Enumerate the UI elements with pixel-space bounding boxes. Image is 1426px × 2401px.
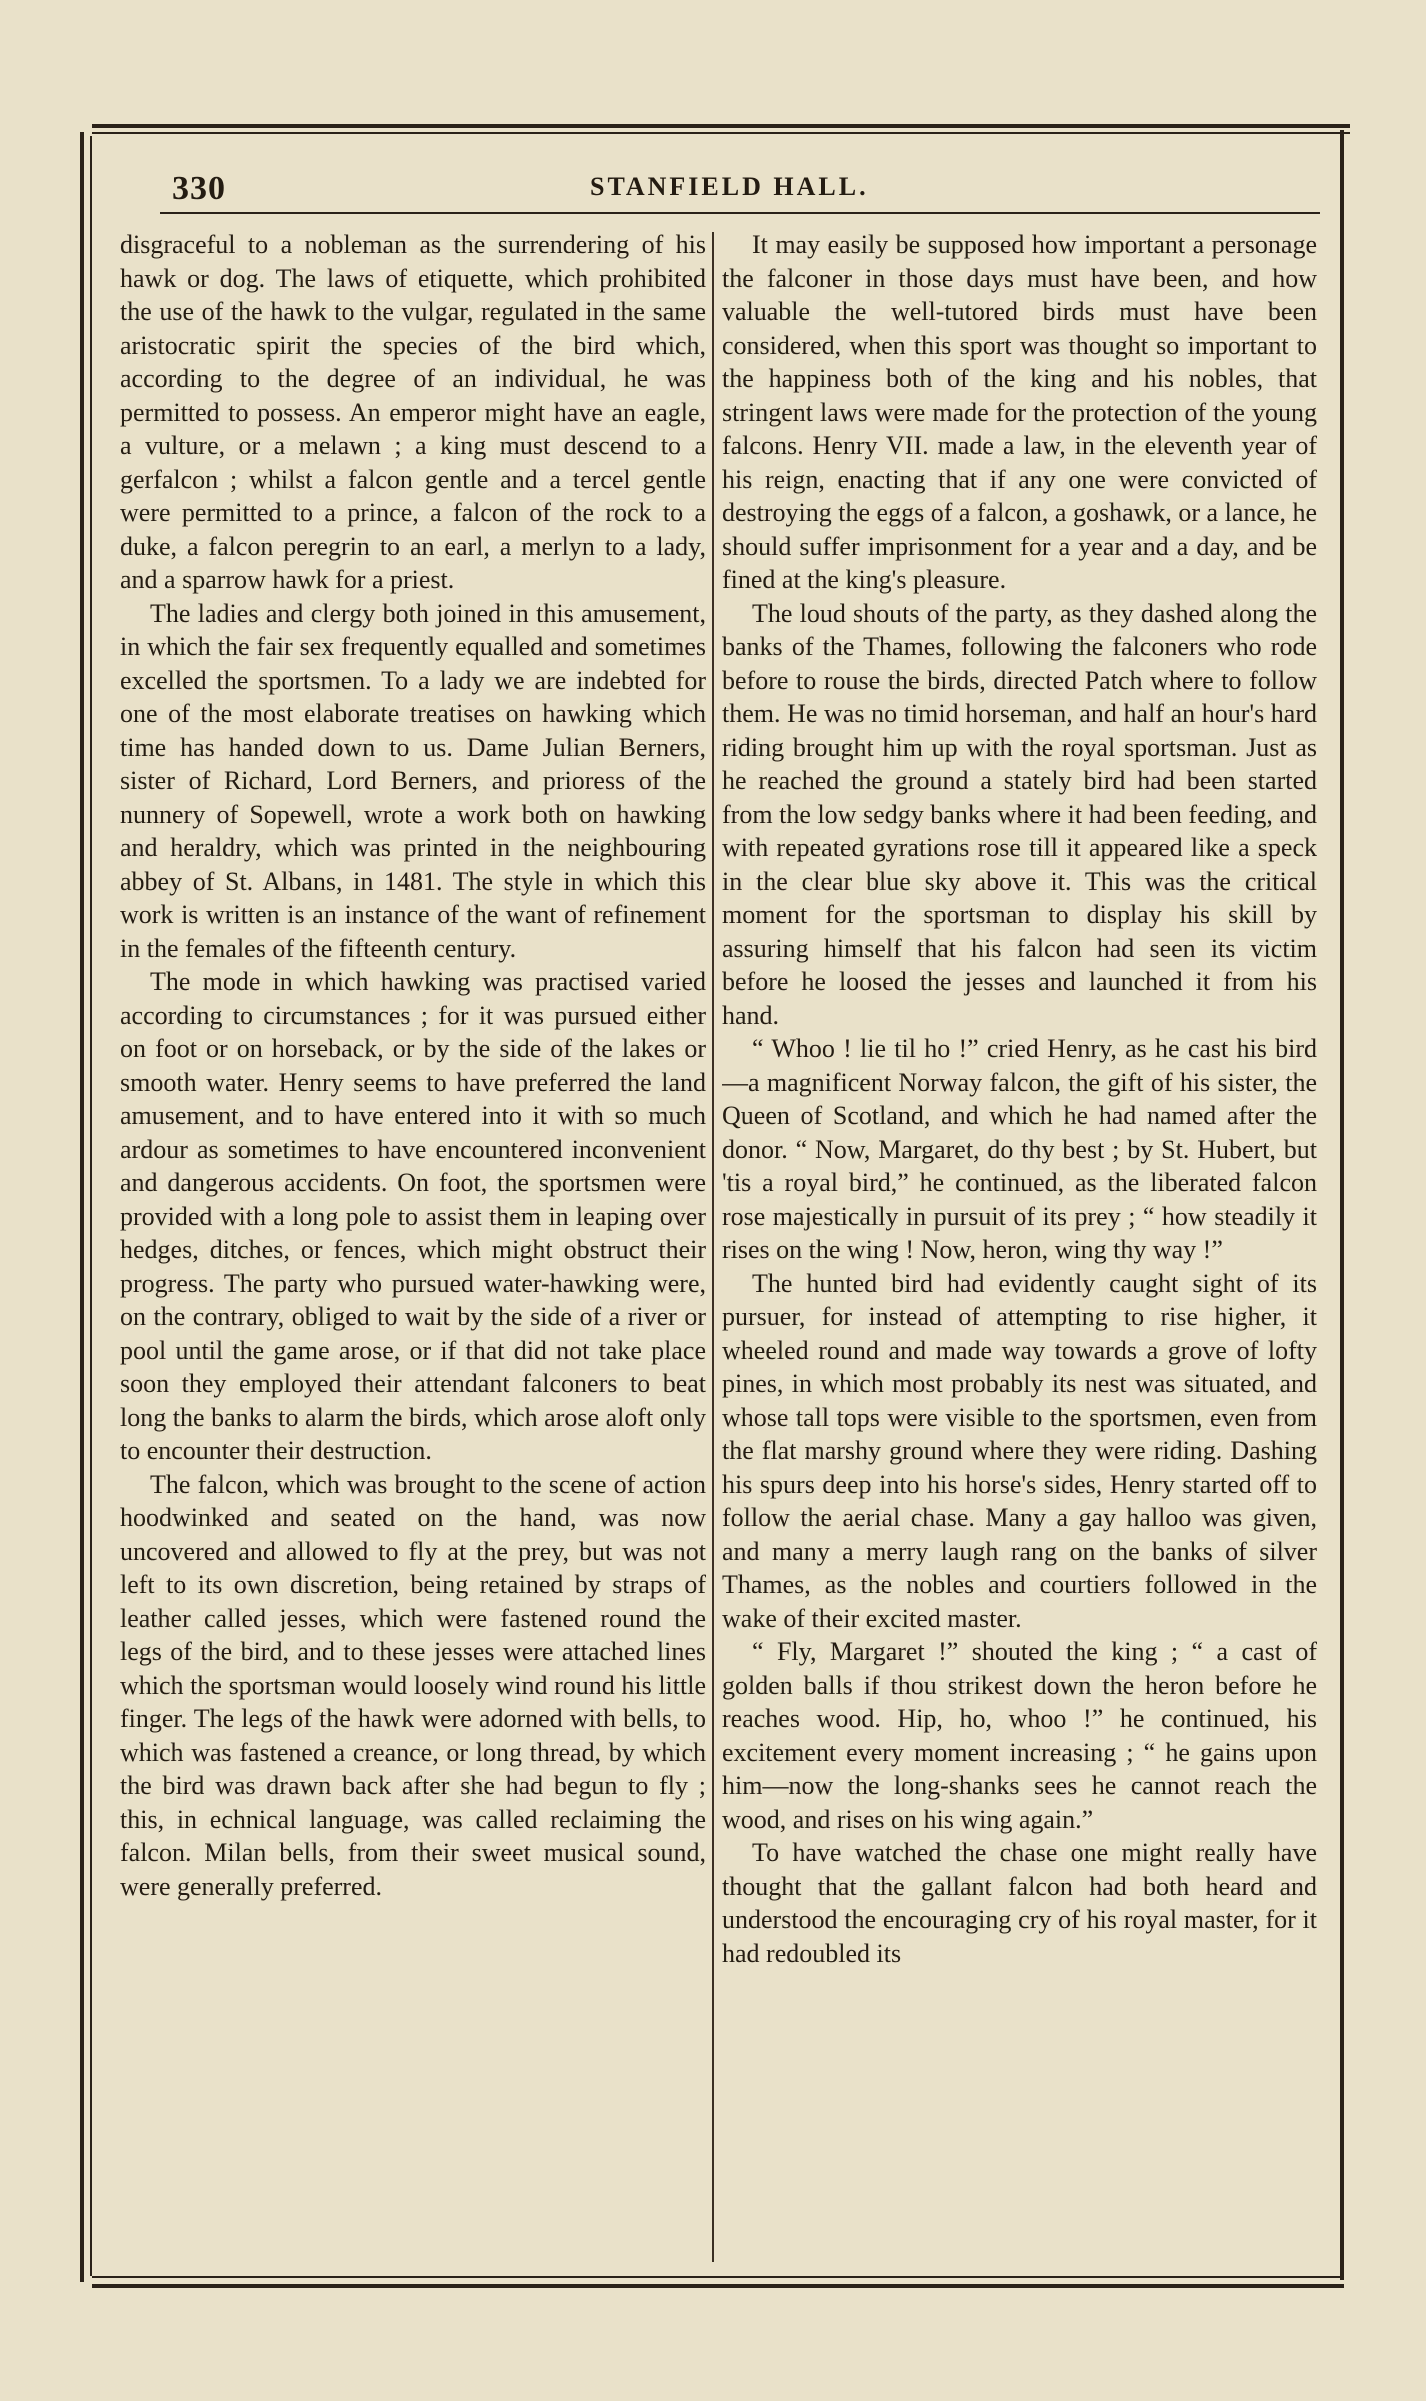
left-border-rule [80,132,84,2282]
left-text-column [120,228,706,2258]
paragraph: The mode in which hawking was practised varied according to circumstances ; for it was pursued either on foot or on horseback, or by the side of the lakes or smooth water. Henry seems to have preferred the land amusement, and to have entered into it with so much ardour as sometimes to have encountered inconvenient and dangerous accidents. On foot, the sportsmen were provided with a long pole to assist them in leaping over hedges, ditches, or fences, which might obstruct their progress. The party who pursued water-hawking were, on the contrary, obliged to wait by the side of a river or pool until the game arose, or if that did not take place soon they employed their attendant falconers to beat long the banks to alarm the birds, which arose aloft only to encounter their destruction. [120,967,706,1465]
paragraph: The ladies and clergy both joined in this amusement, in which the fair sex frequently equalled and sometimes excelled the sportsmen. To a lady we are indebted for one of the most elaborate treatises on hawking which time has handed down to us. Dame Julian Berners, sister of Richard, Lord Berners, and prioress of the nunnery of Sopewell, wrote a work both on hawking and heraldry, which was printed in the neighbouring abbey of St. Albans, in 1481. The style in which this work is written is an instance of the want of refinement in the females of the fifteenth century. [120,598,706,963]
bottom-border-rule-thick [92,2284,1344,2288]
left-border-rule-thin [90,136,92,2276]
page-number: 330 [172,170,226,207]
column-divider [712,232,714,2262]
right-border-rule [1340,130,1344,2280]
paragraph: “ Fly, Margaret !” shouted the king ; “ a cast of golden balls if thou strikest down the heron before he reaches wood. Hip, ho, whoo !” he continued, his excitement every moment increasing ; “ he gains upon him—now the long-shanks sees he cannot reach the wood, and rises on his wing again.” [722,1637,1317,1834]
running-title: STANFIELD HALL. [590,172,869,201]
paragraph: The hunted bird had evidently caught sight of its pursuer, for instead of attempting to rise higher, it wheeled round and made way towards a grove of lofty pines, in which most probably its nest was situated, and whose tall tops were visible to the sportsmen, even from the flat marshy ground where they were riding. Dashing his spurs deep into his horse's sides, Henry started off to follow the aerial chase. Many a gay halloo was given, and many a merry laugh rang on the banks of silver Thames, as the nobles and courtiers followed in the wake of their excited master. [722,1268,1317,1633]
right-text-column [722,228,1317,2258]
top-border-rule [92,124,1350,128]
paragraph: The falcon, which was brought to the scene of action hoodwinked and seated on the hand, was now uncovered and allowed to fly at the prey, but was not left to its own discretion, being retained by straps of leather called jesses, which were fastened round the legs of the bird, and to these jesses were attached lines which the sportsman would loosely wind round his little finger. The legs of the hawk were adorned with bells, to which was fastened a creance, or long thread, by which the bird was drawn back after she had begun to fly ; this, in echnical language, was called reclaiming the falcon. Milan bells, from their sweet musical sound, were generally preferred. [120,1469,706,1901]
paragraph: To have watched the chase one might really have thought that the gallant falcon had both heard and understood the encouraging cry of his royal master, for it had redoubled its [722,1838,1317,1968]
paragraph: The loud shouts of the party, as they dashed along the banks of the Thames, following the falconers who rode before to rouse the birds, directed Patch where to follow them. He was no timid horseman, and half an hour's hard riding brought him up with the royal sportsman. Just as he reached the ground a stately bird had been started from the low sedgy banks where it had been feeding, and with repeated gyrations rose till it appeared like a speck in the clear blue sky above it. This was the critical moment for the sportsman to display his skill by assuring himself that his falcon had seen its victim before he loosed the jesses and launched it from his hand. [722,598,1317,1030]
paragraph: “ Whoo ! lie til ho !” cried Henry, as he cast his bird—a magnificent Norway falcon, the gift of his sister, the Queen of Scotland, and which he had named after the donor. “ Now, Margaret, do thy best ; by St. Hubert, but 'tis a royal bird,” he continued, as the liberated falcon rose majestically in pursuit of its prey ; “ how steadily it rises on the wing ! Now, heron, wing thy way !” [722,1034,1317,1264]
bottom-border-rule [92,2276,1344,2278]
paragraph: disgraceful to a nobleman as the surrendering of his hawk or dog. The laws of etiquette, which prohibited the use of the hawk to the vulgar, regulated in the same aristocratic spirit the species of the bird which, according to the degree of an individual, he was permitted to possess. An emperor might have an eagle, a vulture, or a melawn ; a king must descend to a gerfalcon ; whilst a falcon gentle and a tercel gentle were permitted to a prince, a falcon of the rock to a duke, a falcon peregrin to an earl, a merlyn to a lady, and a sparrow hawk for a priest. [120,230,706,594]
paragraph: It may easily be supposed how important a personage the falconer in those days must have been, and how valuable the well-tutored birds must have been considered, when this sport was thought so important to the happiness both of the king and his nobles, that stringent laws were made for the protection of the young falcons. Henry VII. made a law, in the eleventh year of his reign, enacting that if any one were convicted of destroying the eggs of a falcon, a goshawk, or a lance, he should suffer imprisonment for a year and a day, and be fined at the king's pleasure. [722,230,1317,594]
top-border-rule-thin [92,132,1350,134]
page-header [150,168,1340,216]
